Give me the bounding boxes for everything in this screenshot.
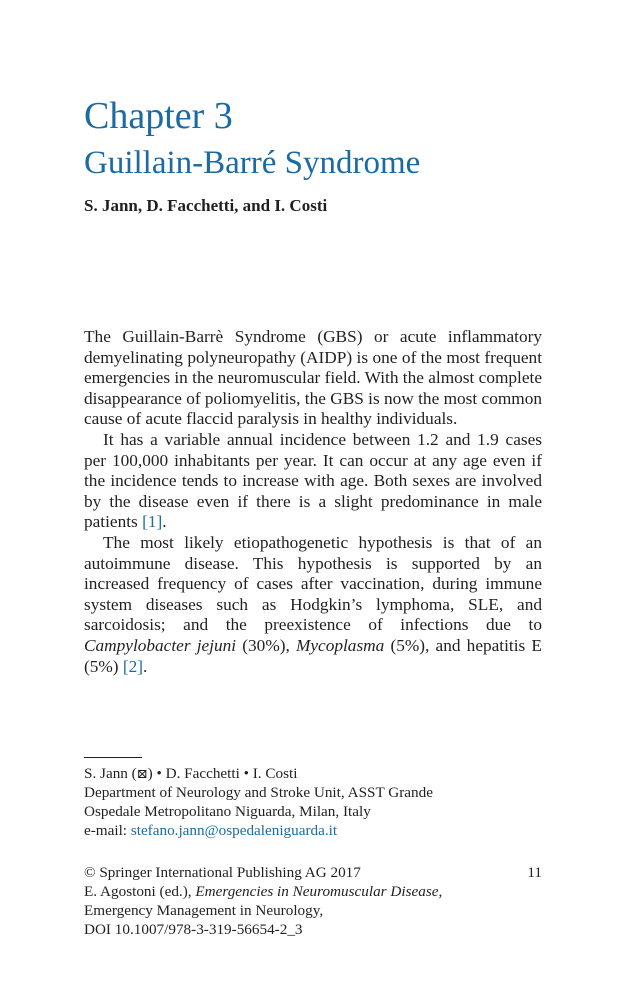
paragraph-3-text-c: (5%), and hepatitis E (5%)	[84, 635, 542, 676]
chapter-number: Chapter 3	[84, 95, 233, 137]
paragraph-3-text-a: The most likely etiopathogenetic hypothesis is that of an autoimmune disease. This hypothesis is supported by an increased frequency of cases after vaccination, during immune system diseases such as Hodgkin’s lymphoma, SLE, and sarcoidosis; and the preexistence of infections due to	[84, 532, 542, 635]
affiliation-department: Department of Neurology and Stroke Unit, ASST Grande	[84, 784, 433, 801]
paragraph-2	[84, 430, 542, 533]
affiliation-email-line	[84, 821, 554, 840]
book-title: Emergencies in Neuromuscular Disease	[195, 883, 439, 900]
book-citation	[84, 882, 542, 901]
paragraph-1: The Guillain-Barrè Syndrome (GBS) or acute inflammatory demyelinating polyneuropathy (AIDP) is one of the most frequent emergencies in the neuromuscular field. With the almost complete disappearance of poliomyelitis, the GBS is now the most common cause of acute flaccid paralysis in healthy individuals.	[84, 327, 542, 429]
campylobacter-term: Campylobacter jejuni	[84, 635, 237, 655]
paragraph-2-text: It has a variable annual incidence between 1.2 and 1.9 cases per 100,000 inhabitants per year. It can occur at any age even if the incidence tends to increase with age. Both sexes are involved by the disease even if there is a slight predominance in male patients	[84, 429, 542, 532]
chapter-authors: S. Jann, D. Facchetti, and I. Costi	[84, 196, 328, 215]
reference-link-1[interactable]: [1]	[142, 512, 163, 532]
affiliation-authors	[84, 764, 554, 783]
page-number: 11	[527, 864, 542, 881]
body-text	[84, 327, 542, 677]
affiliation-author-jann: S. Jann (	[84, 765, 137, 782]
doi: DOI 10.1007/978-3-319-56654-2_3	[84, 921, 303, 938]
envelope-icon: ⊠	[136, 766, 148, 781]
publication-footer	[84, 863, 542, 939]
affiliation-hospital: Ospedale Metropolitano Niguarda, Milan, Italy	[84, 803, 371, 820]
paragraph-3-end: .	[143, 656, 148, 676]
paragraph-2-end: .	[162, 512, 167, 532]
email-link[interactable]: stefano.jann@ospedaleniguarda.it	[130, 822, 338, 839]
email-label: e-mail:	[84, 822, 131, 839]
book-title-comma: ,	[438, 883, 443, 900]
editor-text: E. Agostoni (ed.),	[84, 883, 196, 900]
footnote-divider	[84, 757, 142, 758]
mycoplasma-term: Mycoplasma	[295, 635, 385, 655]
copyright-line	[84, 863, 542, 882]
paragraph-3-text-b: (30%),	[236, 635, 296, 655]
paragraph-3	[84, 533, 542, 677]
affiliation-authors-rest: ) • D. Facchetti • I. Costi	[147, 765, 298, 782]
copyright-text: © Springer International Publishing AG 2017	[84, 864, 361, 881]
chapter-title: Guillain-Barré Syndrome	[84, 145, 421, 181]
reference-link-2[interactable]: [2]	[122, 656, 144, 676]
author-affiliation	[84, 764, 554, 840]
book-series: Emergency Management in Neurology,	[84, 902, 324, 919]
